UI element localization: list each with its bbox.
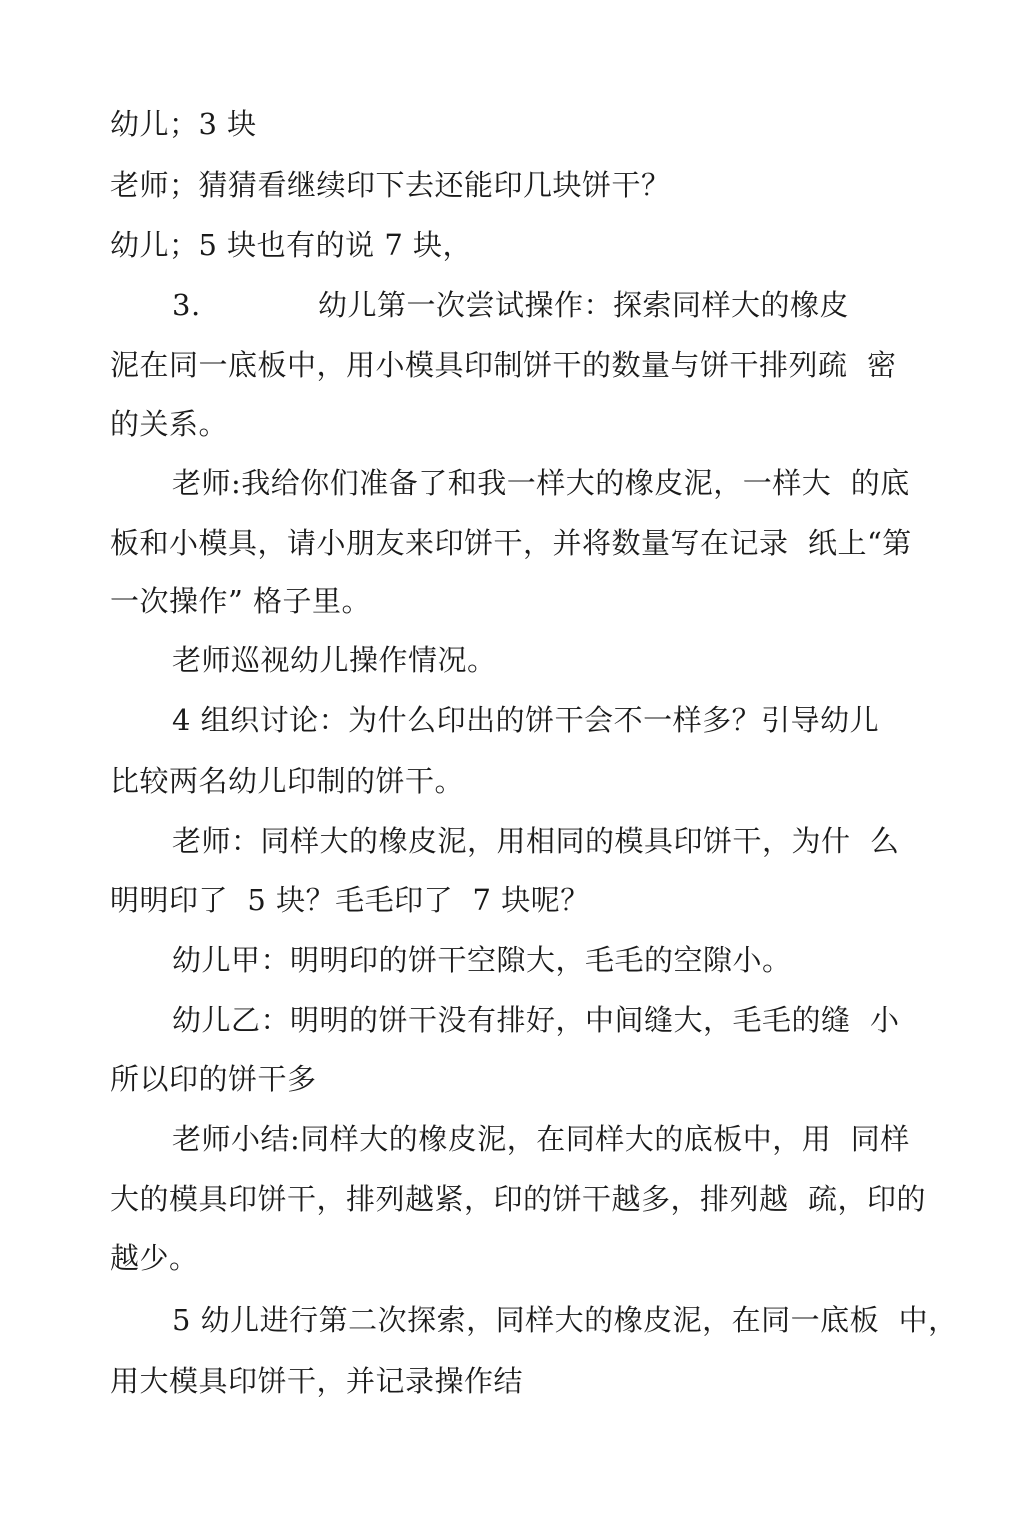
section-heading: 幼儿第一次尝试操作：探索同样大的橡皮 [318, 288, 850, 322]
text-line: 越少。 [110, 1241, 199, 1275]
text-line: 幼儿甲：明明印的饼干空隙大，毛毛的空隙小。 [172, 943, 792, 977]
text-line: 4 组织讨论：为什么印出的饼干会不一样多？引导幼儿 [172, 703, 880, 737]
text-line: 板和小模具，请小朋友来印饼干，并将数量写在记录 纸上“第 [110, 526, 912, 560]
text-line: 幼儿乙：明明的饼干没有排好，中间缝大，毛毛的缝 小 [172, 1003, 900, 1037]
text-line: 5 幼儿进行第二次探索，同样大的橡皮泥，在同一底板 中， [172, 1303, 958, 1337]
text-line: 老师：同样大的橡皮泥，用相同的模具印饼干，为什 么 [172, 824, 900, 858]
text-line: 所以印的饼干多 [110, 1062, 317, 1096]
text-line: 大的模具印饼干，排列越紧，印的饼干越多，排列越 疏，印的 [110, 1182, 926, 1216]
text-line: 明明印了 5 块？毛毛印了 7 块呢？ [110, 883, 590, 917]
text-line: 老师小结:同样大的橡皮泥，在同样大的底板中，用 同样 [172, 1122, 910, 1156]
text-line: 泥在同一底板中，用小模具印制饼干的数量与饼干排列疏 密 [110, 348, 897, 382]
text-line: 老师；猜猜看继续印下去还能印几块饼干？ [110, 168, 671, 202]
text-line: 一次操作” 格子里。 [110, 584, 372, 618]
text-line: 幼儿；3 块 [110, 107, 257, 141]
text-line: 的关系。 [110, 407, 229, 441]
section-number: 3. [172, 288, 201, 322]
text-line: 比较两名幼儿印制的饼干。 [110, 764, 465, 798]
text-line: 用大模具印饼干，并记录操作结 [110, 1364, 524, 1398]
text-line: 幼儿；5 块也有的说 7 块， [110, 228, 473, 262]
text-line: 老师:我给你们准备了和我一样大的橡皮泥，一样大 的底 [172, 466, 910, 500]
text-line: 老师巡视幼儿操作情况。 [172, 643, 497, 677]
